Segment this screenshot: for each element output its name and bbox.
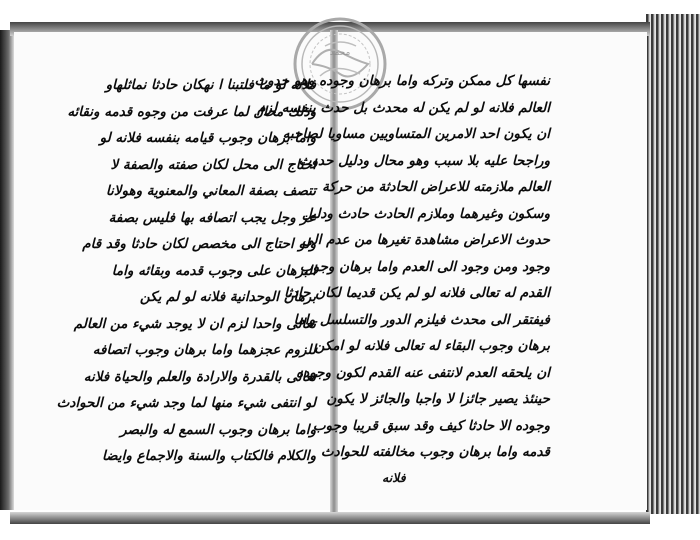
text-line: وجوده الا حادثا كيف وقد سبق قريبا وجوب — [312, 417, 550, 434]
text-line: احتاج الى محل لكان صفته والصفة لا — [110, 156, 316, 173]
text-line: واما برهان وجوب السمع له والبصر — [120, 421, 316, 438]
text-line: العالم فلانه لو لم يكن له محدث بل حدث بنفسه لزم — [257, 99, 550, 116]
text-line: ولو احتاج الى مخصص لكان حادثا وقد قام — [82, 236, 316, 252]
text-line: حينئذ يصير جائزا لا واجبا والجائز لا يكون — [326, 391, 550, 407]
book-bottom-edge — [10, 512, 650, 524]
seal-stamp-text: محمد — [329, 48, 351, 58]
right-page-text — [254, 68, 550, 466]
text-line: وسكون وغيرهما وملازم الحادث حادث ودليل — [301, 205, 550, 222]
text-line: قدمه واما برهان وجوب مخالفته للحوادث — [320, 444, 550, 460]
text-line: البرهان على وجوب قدمه وبقائه واما — [111, 262, 316, 279]
text-line: فلانه لو ما فلتبنا ا نهكان حادثا نماثلهاو — [105, 77, 316, 93]
text-line: تتصف بصفة المعاني والمعنوية وهولانا — [105, 183, 316, 199]
text-line: العالم ملازمته للاعراض الحادثة من حركة — [322, 179, 550, 195]
text-line: عز وجل يجب اتصافه بها فليس بصفة — [108, 209, 316, 226]
book-page-stack-right — [646, 14, 700, 514]
text-line: تعالى واحدا لزم ان لا يوجد شيء من العالم — [73, 315, 316, 332]
text-line: للزوم عجزهما واما برهان وجوب اتصافه — [92, 342, 316, 358]
text-line: واما برهان وجوب قيامه بنفسه فلانه لو — [99, 130, 316, 146]
text-line: تعالى بالقدرة والارادة والعلم والحياة فلانه — [83, 368, 316, 385]
text-line: برهان الوحدانية فلانه لو لم يكن — [139, 289, 316, 305]
text-line: ان يلحقه العدم لانتفى عنه القدم لكون وجوده — [296, 364, 550, 381]
text-line: لو انتفى شيء منها لما وجد شيء من الحوادث — [56, 395, 316, 411]
text-line: وذلك محال لما عرفت من وجوه قدمه ونقائه — [67, 103, 316, 120]
text-line: القدم له تعالى فلانه لو لم يكن قديما لكان حادثا — [284, 285, 550, 301]
text-line: وجود ومن وجود الى العدم واما برهان وجوب — [299, 258, 550, 275]
text-line: والكلام فالكتاب والسنة والاجماع وايضا — [102, 448, 316, 464]
book-edge-left — [0, 30, 14, 510]
text-line: ان يكون احد الامرين المتساويين مساويا لصاحبه — [282, 126, 550, 142]
text-line: وراجحا عليه بلا سبب وهو محال ودليل حدوث — [298, 152, 550, 169]
text-line: حدوث الاعراض مشاهدة تغيرها من عدم الى — [302, 232, 550, 248]
text-line: نفسها كل ممكن وتركه واما برهان وجوده وهو حدوث — [254, 73, 550, 89]
text-line: برهان وجوب البقاء له تعالى فلانه لو امكن — [314, 338, 550, 354]
text-line: فيفتقر الى محدث فيلزم الدور والتسلسل واما — [293, 311, 550, 328]
catchword: فلانه — [382, 470, 406, 485]
